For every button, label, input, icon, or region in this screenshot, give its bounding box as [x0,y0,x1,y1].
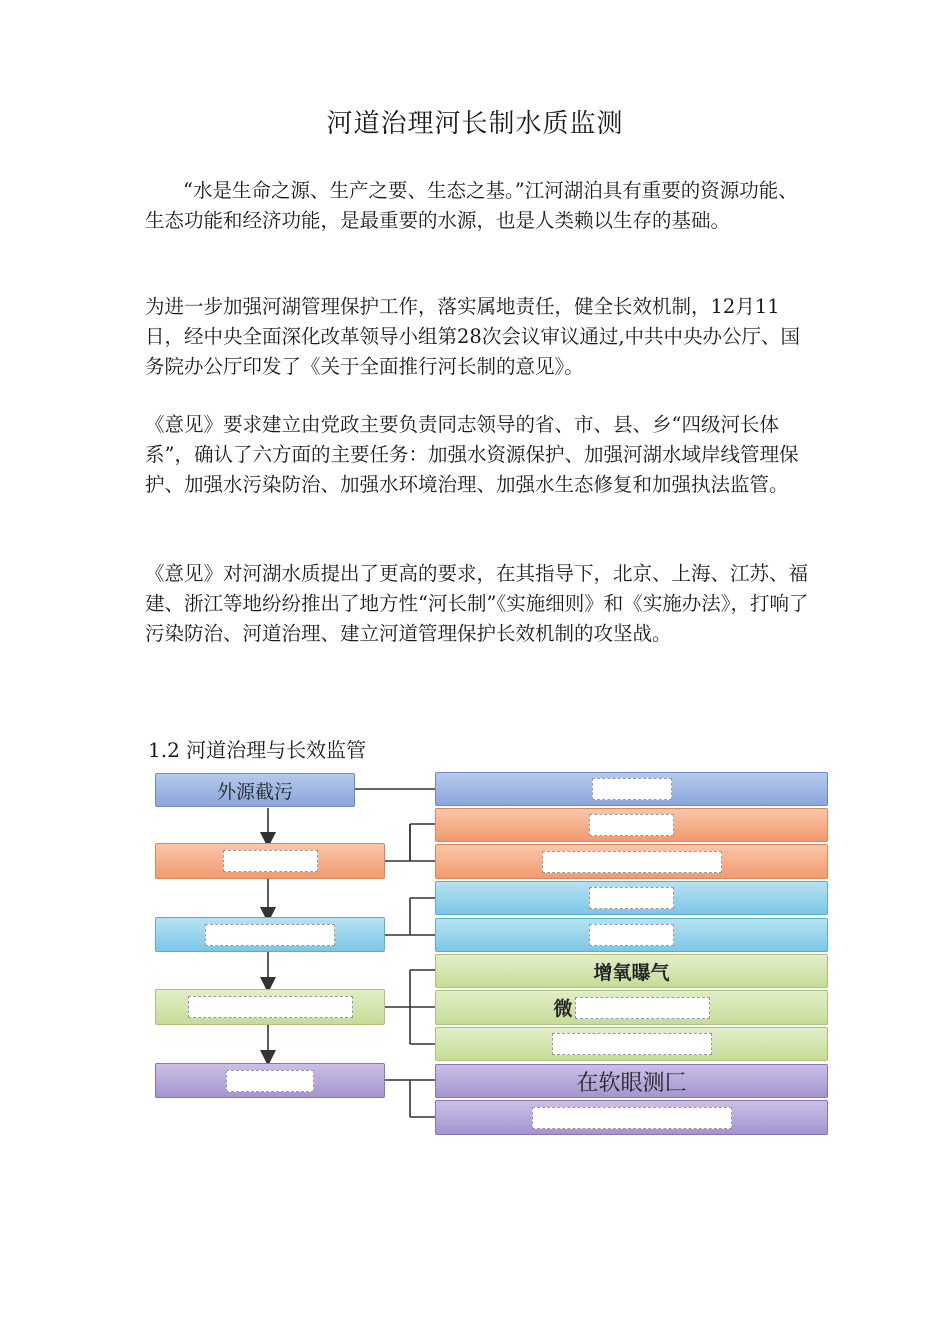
redacted-label [542,851,722,873]
right-box-10 [435,1100,828,1135]
right-box-label: 在软眼测匚 [576,1070,687,1096]
right-box-5 [435,918,828,952]
left-box-label: 外源截污 [216,780,293,803]
redacted-label [589,887,674,909]
redacted-label [205,924,335,946]
left-box-4 [155,989,385,1025]
redacted-label [575,997,710,1019]
right-box-4 [435,881,828,915]
right-box-label: 微 [553,998,573,1020]
right-box-2 [435,808,828,842]
redacted-label [226,1070,314,1092]
left-box-external-interception [155,773,355,807]
left-box-3 [155,917,385,952]
right-box-aeration [435,954,828,988]
paragraph-1: “水是生命之源、生产之要、生态之基。”江河湖泊具有重要的资源功能、生态功能和经济功能，是最重要的水源，也是人类赖以生存的基础。 [145,179,798,232]
redacted-label [592,778,672,800]
paragraph-4: 《意见》对河湖水质提出了更高的要求，在其指导下，北京、上海、江苏、福建、浙江等地纷纷推出了地方性“河长制”《实施细则》和《实施办法》，打响了污染防治、河道治理、建立河道管理保护长效机制的攻坚战。 [145,562,809,645]
left-box-2 [155,843,385,879]
right-box-monitoring [435,1064,828,1098]
redacted-label [589,814,674,836]
left-box-5 [155,1063,385,1098]
right-box-1 [435,772,828,806]
redacted-label [188,996,353,1018]
paragraph-3: 《意见》要求建立由党政主要负责同志领导的省、市、县、乡“四级河长体系”，确认了六方面的主要任务：加强水资源保护、加强河湖水域岸线管理保护、加强水污染防治、加强水环境治理、加强水生态修复和加强执法监管。 [145,413,799,496]
page-title: 河道治理河长制水质监测 [326,109,624,139]
right-box-3 [435,844,828,879]
paragraph-2: 为进一步加强河湖管理保护工作，落实属地责任，健全长效机制，12月11日，经中央全面深化改革领导小组第28次会议审议通过,中共中央办公厅、国务院办公厅印发了《关于全面推行河长制的意见》。 [145,295,801,378]
right-box-micro [435,990,828,1025]
section-heading: 1.2 河道治理与长效监管 [148,738,367,762]
redacted-label [552,1033,712,1055]
redacted-label [223,850,318,872]
redacted-label [532,1107,732,1129]
redacted-label [589,924,674,946]
right-box-8 [435,1027,828,1061]
right-box-label: 增氧曝气 [593,961,670,984]
